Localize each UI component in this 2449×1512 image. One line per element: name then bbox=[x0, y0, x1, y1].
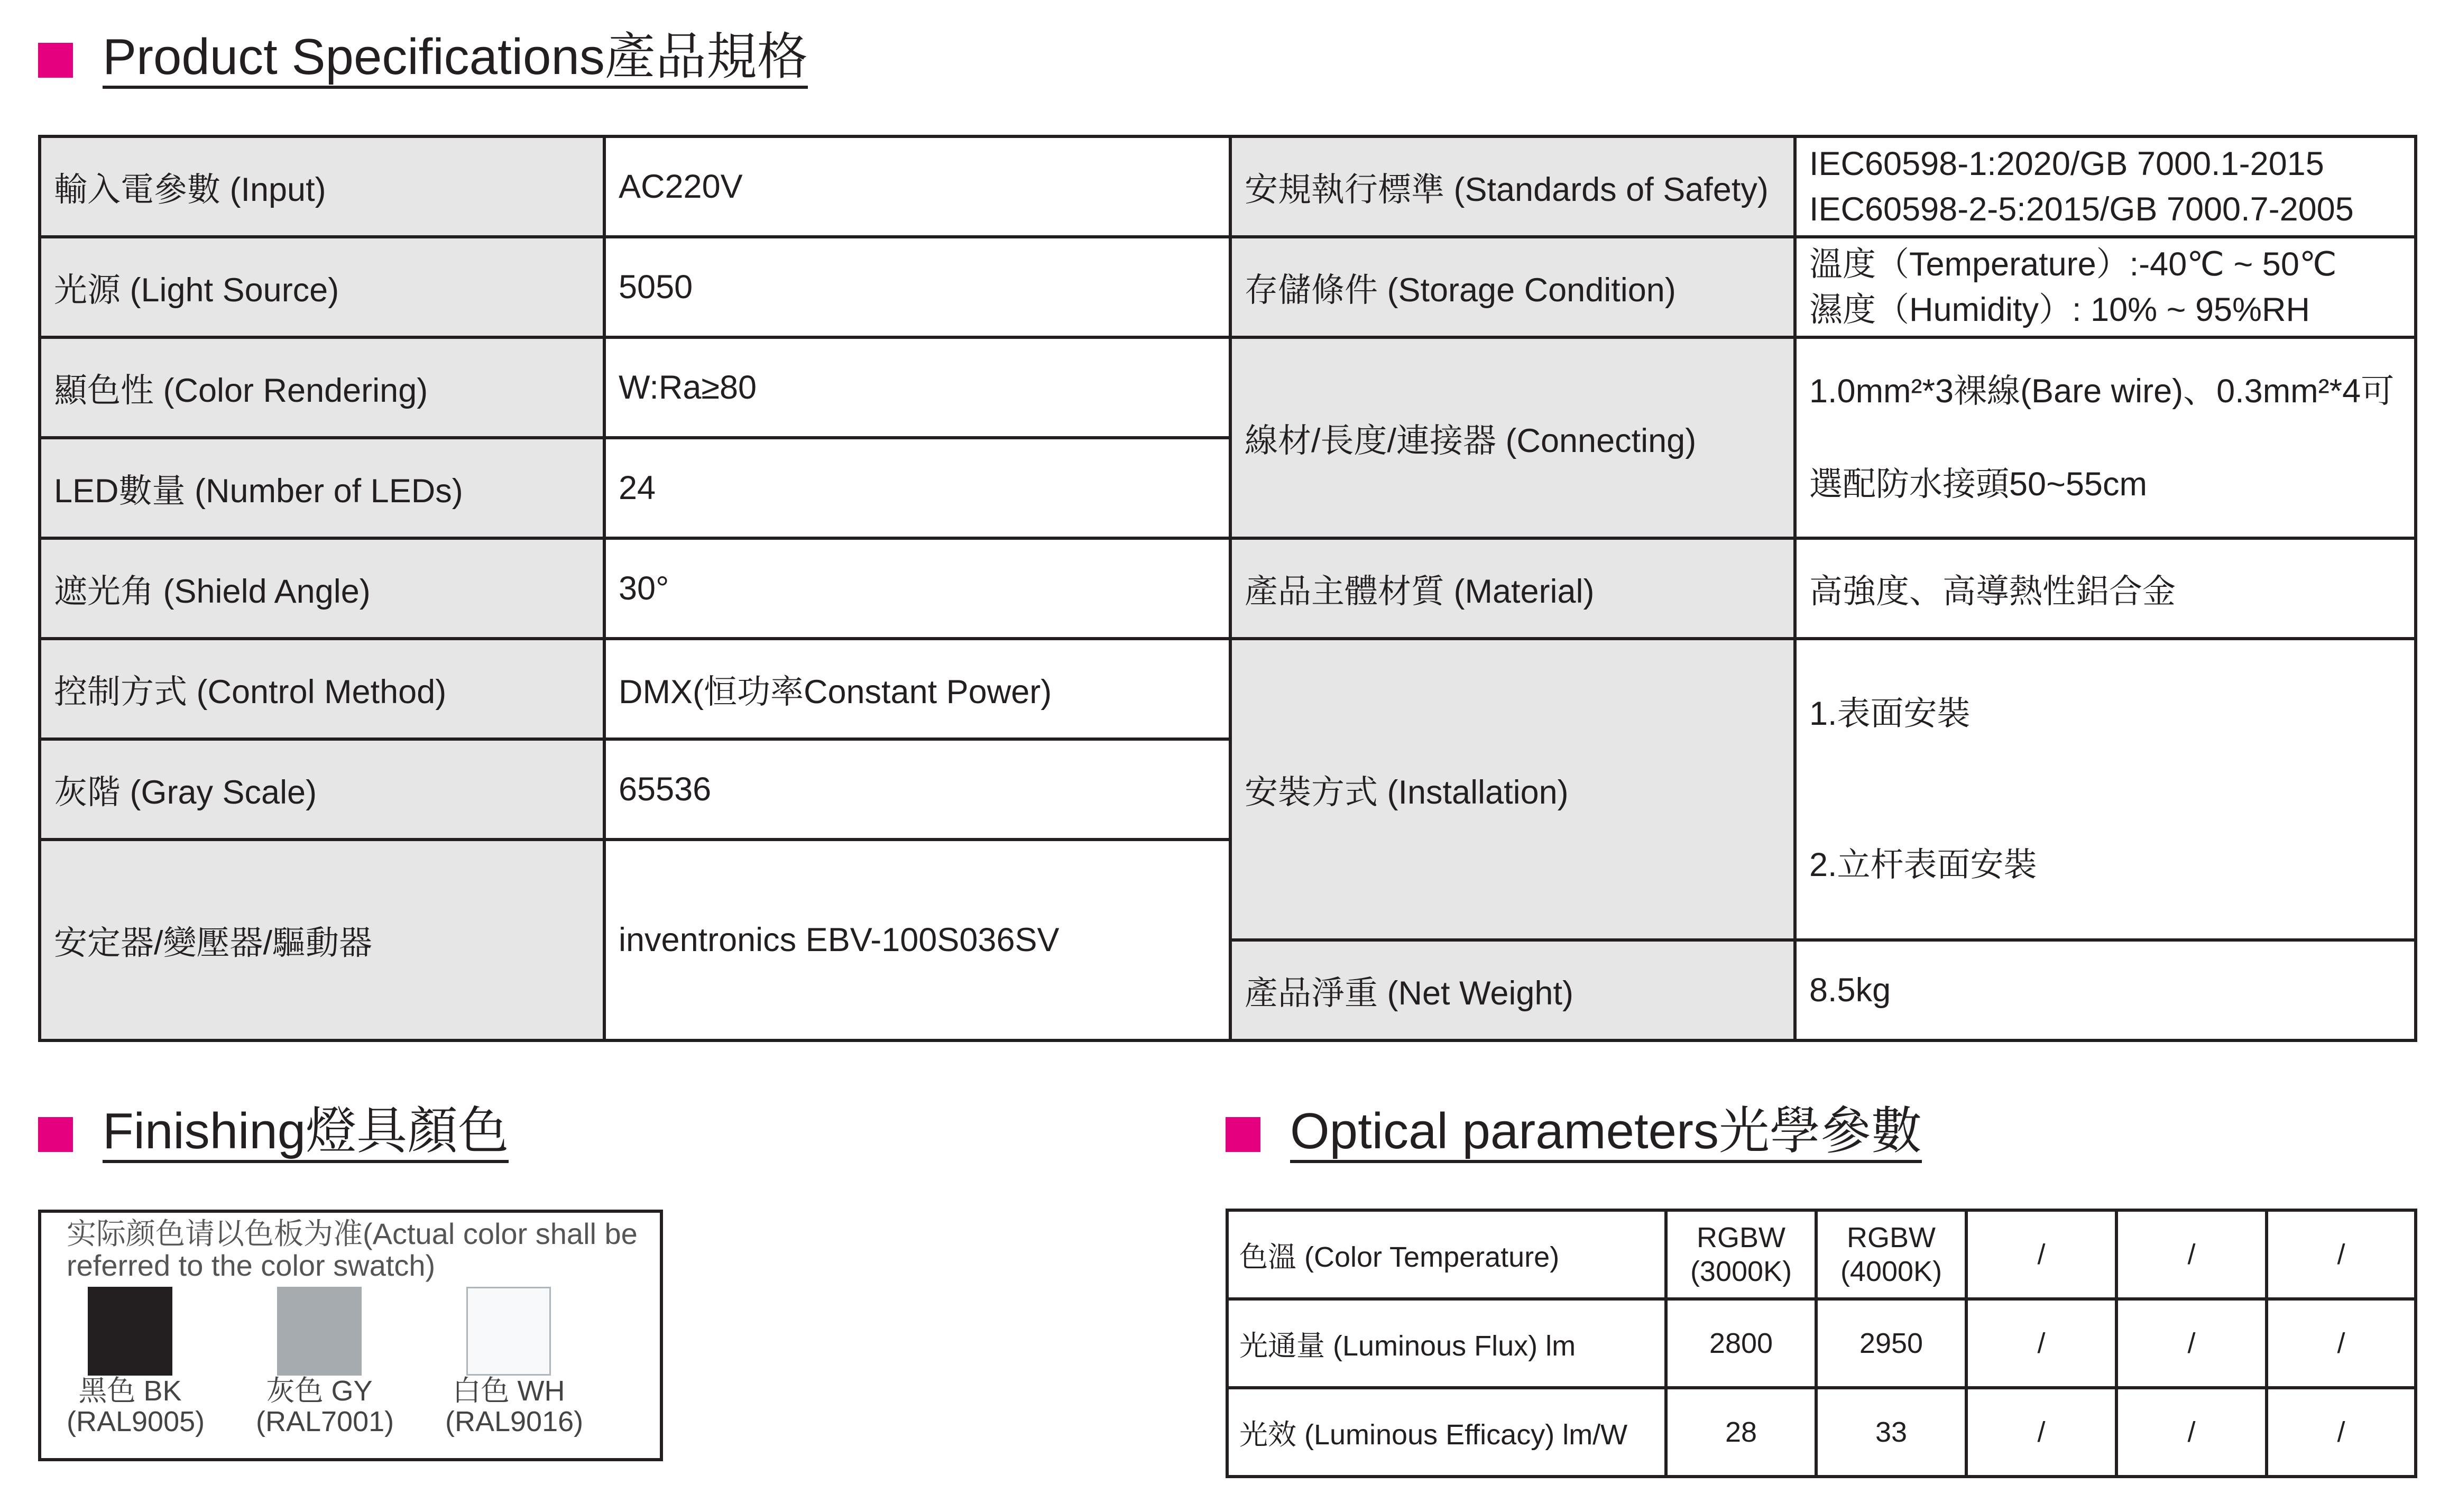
optical-cell: 2800 bbox=[1666, 1299, 1816, 1388]
spec-label-safety: 安規執行標準 (Standards of Safety) bbox=[1230, 136, 1795, 237]
spec-label-installation: 安裝方式 (Installation) bbox=[1230, 639, 1795, 940]
spec-value-control: DMX(恒功率Constant Power) bbox=[604, 639, 1230, 739]
section-marker-icon bbox=[38, 1117, 73, 1152]
spec-label-gray-scale: 灰階 (Gray Scale) bbox=[40, 739, 604, 840]
optical-cell: / bbox=[1966, 1388, 2116, 1477]
spec-label-control: 控制方式 (Control Method) bbox=[40, 639, 604, 739]
spec-value-light-source: 5050 bbox=[604, 237, 1230, 337]
spec-value-material: 高強度、高導熱性鋁合金 bbox=[1795, 538, 2416, 639]
optical-cell: 33 bbox=[1816, 1388, 1966, 1477]
spec-value-storage bbox=[1795, 237, 2416, 337]
optical-cell bbox=[1666, 1210, 1816, 1299]
finishing-box bbox=[38, 1210, 663, 1461]
spec-value-installation bbox=[1795, 639, 2416, 940]
optical-table bbox=[1226, 1209, 2417, 1478]
spec-table bbox=[38, 135, 2417, 1042]
spec-label-net-weight: 產品淨重 (Net Weight) bbox=[1230, 940, 1795, 1040]
spec-label-color-rendering: 顯色性 (Color Rendering) bbox=[40, 337, 604, 438]
finishing-title: Finishing燈具顏色 bbox=[103, 1106, 509, 1163]
safety-line-2: IEC60598-2-5:2015/GB 7000.7-2005 bbox=[1809, 191, 2354, 228]
optical-cell: / bbox=[1966, 1210, 2116, 1299]
spec-value-shield-angle: 30° bbox=[604, 538, 1230, 639]
swatch-chip bbox=[277, 1287, 362, 1376]
optical-cell: / bbox=[2267, 1210, 2416, 1299]
spec-value-connecting bbox=[1795, 337, 2416, 538]
swatch-chip bbox=[88, 1287, 172, 1376]
swatch-gray bbox=[256, 1287, 394, 1437]
table-row bbox=[1227, 1210, 2416, 1299]
product-specs-heading bbox=[38, 29, 808, 89]
swatch-name: 白色 WH bbox=[452, 1375, 565, 1407]
swatch-name: 灰色 GY bbox=[266, 1375, 373, 1407]
finishing-note: 实际颜色请以色板为准(Actual color shall be referred to the color swatch) bbox=[67, 1217, 638, 1282]
optical-cell: / bbox=[2116, 1299, 2267, 1388]
cell-line: RGBW bbox=[1697, 1222, 1785, 1253]
safety-line-1: IEC60598-1:2020/GB 7000.1-2015 bbox=[1809, 145, 2324, 182]
optical-label-color-temp: 色溫 (Color Temperature) bbox=[1227, 1210, 1666, 1299]
spec-value-driver: inventronics EBV-100S036SV bbox=[604, 840, 1230, 1040]
spec-label-driver: 安定器/變壓器/驅動器 bbox=[40, 840, 604, 1040]
spec-label-light-source: 光源 (Light Source) bbox=[40, 237, 604, 337]
optical-cell: / bbox=[2267, 1299, 2416, 1388]
spec-value-safety bbox=[1795, 136, 2416, 237]
spec-value-led-count: 24 bbox=[604, 438, 1230, 538]
storage-line-2: 濕度（Humidity）: 10% ~ 95%RH bbox=[1809, 291, 2310, 328]
cell-line: (3000K) bbox=[1690, 1256, 1792, 1287]
spec-value-input: AC220V bbox=[604, 136, 1230, 237]
swatch-list bbox=[67, 1287, 649, 1456]
swatch-code: (RAL9005) bbox=[67, 1406, 205, 1437]
swatch-name: 黑色 BK bbox=[78, 1375, 182, 1407]
swatch-chip bbox=[466, 1287, 551, 1376]
connecting-line-1: 1.0mm²*3裸線(Bare wire)、0.3mm²*4可 bbox=[1809, 373, 2395, 410]
optical-cell: / bbox=[1966, 1299, 2116, 1388]
table-row bbox=[40, 639, 2416, 739]
optical-cell: / bbox=[2116, 1210, 2267, 1299]
table-row bbox=[40, 237, 2416, 337]
optical-title: Optical parameters光學參數 bbox=[1290, 1106, 1922, 1163]
optical-cell: 28 bbox=[1666, 1388, 1816, 1477]
swatch-black bbox=[67, 1287, 205, 1437]
cell-line: (4000K) bbox=[1840, 1256, 1942, 1287]
installation-line-2: 2.立杆表面安裝 bbox=[1809, 846, 2037, 883]
spec-label-input: 輸入電參數 (Input) bbox=[40, 136, 604, 237]
spec-label-material: 產品主體材質 (Material) bbox=[1230, 538, 1795, 639]
spec-label-connecting: 線材/長度/連接器 (Connecting) bbox=[1230, 337, 1795, 538]
swatch-code: (RAL7001) bbox=[256, 1406, 394, 1437]
finishing-heading bbox=[38, 1103, 509, 1163]
connecting-line-2: 選配防水接頭50~55cm bbox=[1809, 466, 2147, 503]
optical-cell: / bbox=[2116, 1388, 2267, 1477]
spec-value-net-weight: 8.5kg bbox=[1795, 940, 2416, 1040]
table-row bbox=[1227, 1388, 2416, 1477]
section-marker-icon bbox=[38, 43, 73, 78]
optical-heading bbox=[1226, 1103, 1922, 1163]
optical-cell: 2950 bbox=[1816, 1299, 1966, 1388]
storage-line-1: 溫度（Temperature）:-40℃ ~ 50℃ bbox=[1809, 246, 2337, 283]
spec-label-shield-angle: 遮光角 (Shield Angle) bbox=[40, 538, 604, 639]
spec-label-storage: 存儲條件 (Storage Condition) bbox=[1230, 237, 1795, 337]
optical-cell: / bbox=[2267, 1388, 2416, 1477]
swatch-white bbox=[445, 1287, 584, 1437]
product-specs-title: Product Specifications產品規格 bbox=[103, 32, 808, 89]
installation-line-1: 1.表面安裝 bbox=[1809, 695, 1971, 732]
section-marker-icon bbox=[1226, 1117, 1260, 1152]
table-row bbox=[40, 337, 2416, 438]
spec-value-color-rendering: W:Ra≥80 bbox=[604, 337, 1230, 438]
optical-label-luminous-efficacy: 光效 (Luminous Efficacy) lm/W bbox=[1227, 1388, 1666, 1477]
optical-label-luminous-flux: 光通量 (Luminous Flux) lm bbox=[1227, 1299, 1666, 1388]
table-row bbox=[40, 136, 2416, 237]
swatch-code: (RAL9016) bbox=[445, 1406, 584, 1437]
optical-cell bbox=[1816, 1210, 1966, 1299]
spec-label-led-count: LED數量 (Number of LEDs) bbox=[40, 438, 604, 538]
cell-line: RGBW bbox=[1847, 1222, 1936, 1253]
spec-value-gray-scale: 65536 bbox=[604, 739, 1230, 840]
table-row bbox=[1227, 1299, 2416, 1388]
table-row bbox=[40, 538, 2416, 639]
